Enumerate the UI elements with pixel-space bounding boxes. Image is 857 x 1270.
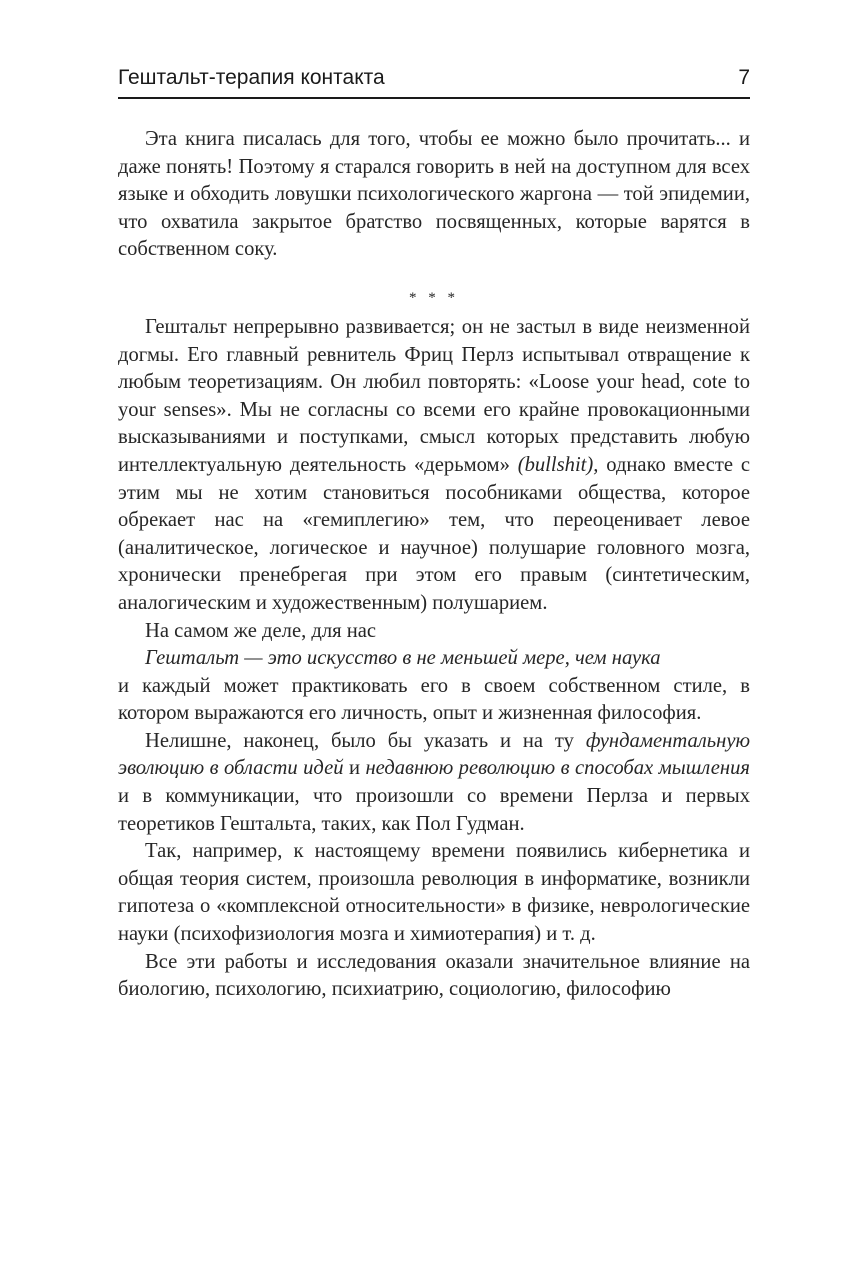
paragraph-1: Эта книга писалась для того, чтобы ее можно было прочитать... и даже понять! Поэтому я старался говорить в ней на доступном для всех языке и обходить ловушки психологического жаргона — той эпидемии, что охватила закрытое братство посвященных, которые варятся в собственном соку. <box>118 128 750 261</box>
paragraph-2-text-b: однако вместе с этим мы не хотим становиться пособниками общества, которое обрекает нас на «гемиплегию» тем, что переоценивает левое (аналитическое, логическое и научное) полушарие головного мозга, хронически пренебрегая при этом его правым (синтетическим, аналогическим и художественным) полушарием. <box>118 453 750 614</box>
paragraph-5-emphasis-2: недавнюю революцию в способах мышления <box>365 757 750 780</box>
running-header <box>118 64 750 99</box>
paragraph-2-text-a: Гештальт непрерывно развивается; он не застыл в виде неизменной догмы. Его главный ревнитель Фриц Перлз испытывал отвращение к любым теоретизациям. Он любил повторять: «Loose your head, cote to your senses». Мы не согласны со всеми его крайне провокационными высказываниями и поступками, смысл которых представить любую интеллектуальную деятельность «дерьмом» <box>118 315 750 476</box>
paragraph-5-text-a: Нелишне, наконец, было бы указать и на ту <box>145 729 586 752</box>
body-text <box>118 126 750 1004</box>
paragraph-2 <box>118 314 750 618</box>
section-separator: * * * <box>409 289 459 306</box>
paragraph-4: и каждый может практиковать его в своем собственном стиле, в котором выражаются его личность, опыт и жизненная философия. <box>118 674 750 725</box>
paragraph-7: Все эти работы и исследования оказали значительное влияние на биологию, психологию, психиатрию, социологию, философию <box>118 950 750 1001</box>
paragraph-2-emphasis: (bullshit), <box>517 453 599 476</box>
paragraph-5-text-b: и <box>343 757 366 780</box>
paragraph-5 <box>118 728 750 838</box>
page-number: 7 <box>738 66 750 89</box>
paragraph-5-text-c: и в коммуникации, что произошли со времени Перлза и первых теоретиков Гештальта, таких, как Пол Гудман. <box>118 785 750 835</box>
running-title: Гештальт-терапия контакта <box>118 66 385 89</box>
paragraph-6: Так, например, к настоящему времени появились кибернетика и общая теория систем, произошла революция в информатике, возникли гипотеза о «комплексной относительности» в физике, неврологические науки (психофизиология мозга и химиотерапия) и т. д. <box>118 840 750 946</box>
paragraph-5-emphasis-1: фундаментальную эволюцию в области идей <box>118 729 750 780</box>
pull-quote: Гештальт — это искусство в не меньшей мере, чем наука <box>145 647 661 670</box>
paragraph-3: На самом же деле, для нас <box>145 619 377 642</box>
